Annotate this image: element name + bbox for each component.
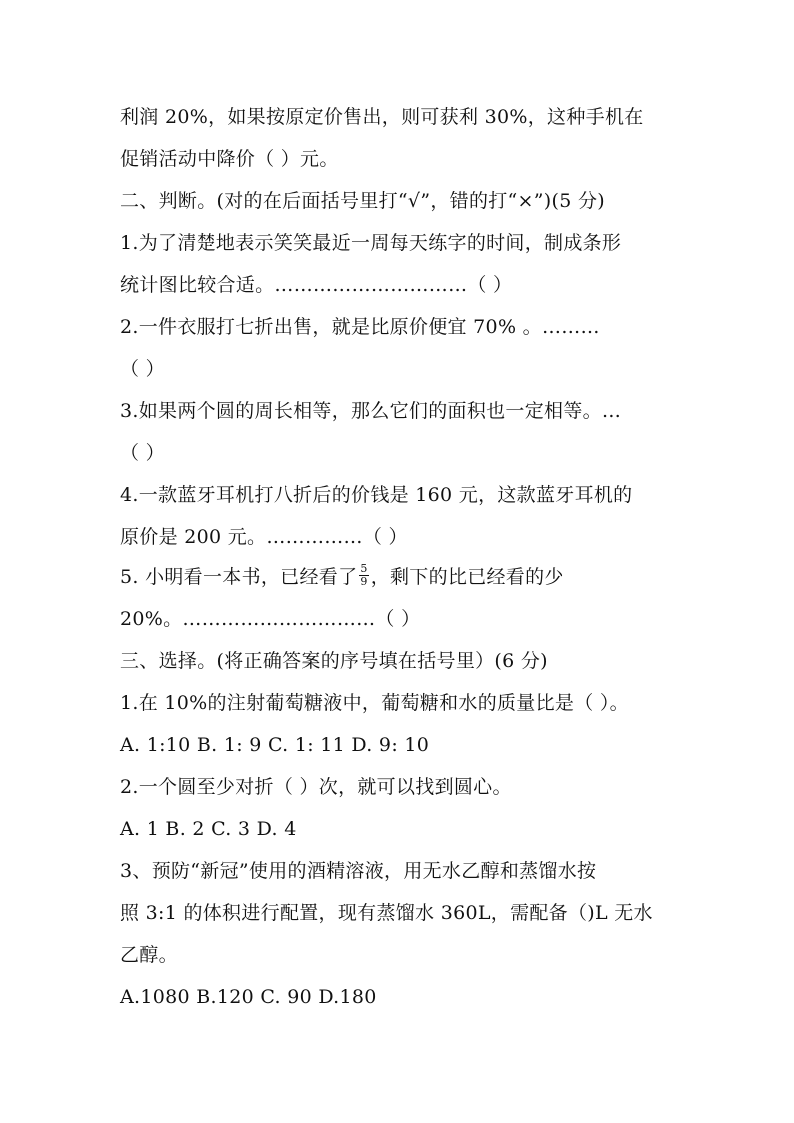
fraction-denominator: 9 — [360, 574, 368, 588]
judge-question-5-text-a: 5. 小明看一本书，已经看了 — [120, 566, 358, 588]
choice-question-1: 1.在 10%的注射葡萄糖液中，葡萄糖和水的质量比是（ ）。 — [120, 692, 629, 714]
fraction-numerator: 5 — [360, 561, 368, 575]
choice-question-3-cont: 照 3:1 的体积进行配置，现有蒸馏水 360L，需配备（)L 无水 — [120, 902, 653, 924]
text-line-profit-continuation: 利润 20%，如果按原定价售出，则可获利 30%，这种手机在 — [120, 106, 644, 128]
text-line-price-drop-blank: 促销活动中降价（ ）元。 — [120, 148, 339, 170]
choice-question-1-options: A. 1:10 B. 1: 9 C. 1: 11 D. 9: 10 — [120, 734, 430, 756]
judge-question-3-answer: （ ） — [120, 442, 165, 464]
choice-question-3: 3、预防“新冠”使用的酒精溶液，用无水乙醇和蒸馏水按 — [120, 860, 597, 882]
choice-question-2: 2.一个圆至少对折（ ）次，就可以找到圆心。 — [120, 776, 512, 798]
choice-question-3-end: 乙醇。 — [120, 944, 178, 966]
fraction-five-ninths — [359, 563, 368, 588]
judge-question-5-text-b: ，剩下的比已经看的少 — [370, 566, 564, 588]
section-heading-judgement: 二、判断。(对的在后面括号里打“√”，错的打“×”)(5 分) — [120, 190, 605, 212]
judge-question-5-cont: 20%。…………………………（ ） — [120, 608, 421, 630]
judge-question-2-answer: （ ） — [120, 358, 165, 380]
judge-question-4-cont: 原价是 200 元。……………（ ） — [120, 526, 408, 548]
choice-question-2-options: A. 1 B. 2 C. 3 D. 4 — [120, 818, 297, 840]
judge-question-2: 2.一件衣服打七折出售，就是比原价便宜 70% 。……… — [120, 316, 600, 338]
judge-question-1: 1.为了清楚地表示笑笑最近一周每天练字的时间，制成条形 — [120, 232, 622, 254]
judge-question-5 — [120, 561, 564, 591]
choice-question-3-options: A.1080 B.120 C. 90 D.180 — [120, 986, 377, 1008]
judge-question-4: 4.一款蓝牙耳机打八折后的价钱是 160 元，这款蓝牙耳机的 — [120, 484, 633, 506]
section-heading-choice: 三、选择。(将正确答案的序号填在括号里）(6 分) — [120, 650, 548, 672]
judge-question-3: 3.如果两个圆的周长相等，那么它们的面积也一定相等。… — [120, 400, 622, 422]
judge-question-1-cont: 统计图比较合适。…………………………（ ） — [120, 274, 513, 296]
